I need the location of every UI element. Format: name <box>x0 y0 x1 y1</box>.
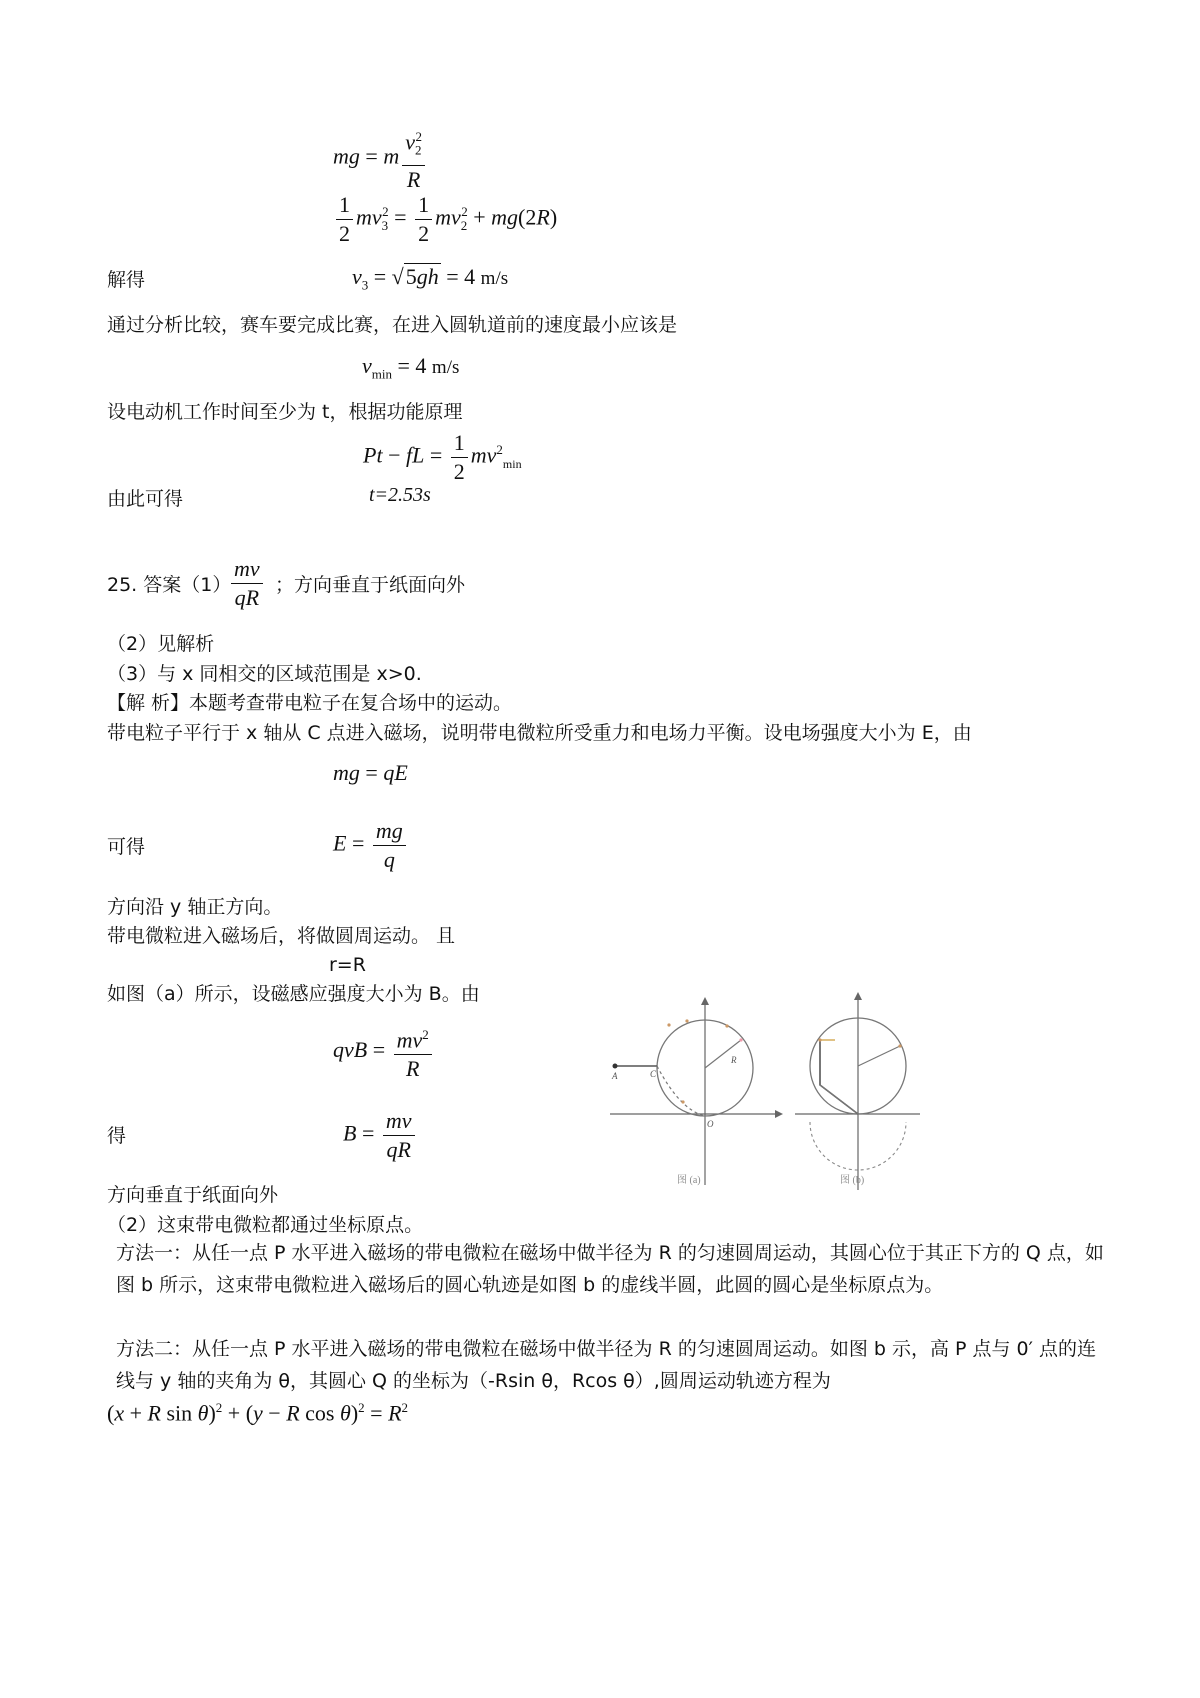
answer-25-suffix: ；方向垂直于纸面向外 <box>275 574 466 596</box>
label-A: A <box>612 1071 618 1081</box>
answer-part2: （2）见解析 <box>107 633 215 655</box>
text-part2: （2）这束带电微粒都通过坐标原点。 <box>107 1214 424 1236</box>
text-dir-out: 方向垂直于纸面向外 <box>107 1184 279 1206</box>
figure-b <box>790 990 930 1200</box>
label-kede: 可得 <box>107 836 146 858</box>
equation-mg-qE: mg = qE <box>333 760 408 785</box>
equation-centripetal-top: mg = m $\frac{v_2^2}{R}$ <box>333 124 428 193</box>
equation-v3: $v_3 = √5gh = 4$ m/s <box>352 264 509 293</box>
text-circle-motion: 带电微粒进入磁场后，将做圆周运动。 且 <box>107 925 456 947</box>
text-method1: 方法一：从任一点 P 水平进入磁场的带电微粒在磁场中做半径为 R 的匀速圆周运动，其圆心位于其正下方的 Q 点，如图 b 所示，这束带电微粒进入磁场后的圆心轨迹是如图 b 的虚线半圆，此圆的圆心是坐标原点为。 <box>116 1242 1104 1296</box>
answer-part3: （3）与 x 同相交的区域范围是 x>0. <box>107 663 422 685</box>
analysis-heading: 【解 析】本题考查带电粒子在复合场中的运动。 <box>107 692 513 714</box>
figure-b-caption: 图 (b) <box>840 1175 865 1186</box>
text-compare: 通过分析比较，赛车要完成比赛，在进入圆轨道前的速度最小应该是 <box>107 314 678 336</box>
text-motor: 设电动机工作时间至少为 t，根据功能原理 <box>107 401 463 423</box>
text-fig-a-line: 如图（a）所示，设磁感应强度大小为 B。由 <box>107 983 480 1005</box>
figure-a <box>605 995 790 1195</box>
equation-trajectory: (x + R sin θ)$^2$ + (y − R $\cos \theta)^2 = R^2$ <box>107 1400 409 1426</box>
label-de: 得 <box>107 1125 127 1147</box>
label-jiede: 解得 <box>107 269 146 291</box>
equation-qvB: qvB = $\frac{mv^2}{R}$ <box>333 1022 435 1082</box>
text-line-c: 带电粒子平行于 x 轴从 C 点进入磁场，说明带电微粒所受重力和电场力平衡。设电场强度大小为 E，由 <box>107 722 972 744</box>
label-O: O <box>707 1119 714 1129</box>
label-youci: 由此可得 <box>107 488 184 510</box>
text-dir-y: 方向沿 y 轴正方向。 <box>107 896 283 918</box>
answer-25-prefix: 25. 答案（1） <box>107 574 232 596</box>
equation-vmin: $v_{min} = 4$ m/s <box>362 353 460 382</box>
equation-B: B = $\frac{mv}{qR}$ <box>343 1108 418 1163</box>
text-method2: 方法二：从任一点 P 水平进入磁场的带电微粒在磁场中做半径为 R 的匀速圆周运动。如图 b 示，高 P 点与 0′ 点的连线与 y 轴的夹角为 θ，其圆心 Q 的坐标为（-Rsin θ，Rcos θ）,圆周运动轨迹方程为 <box>116 1338 1096 1392</box>
figure-a-caption: 图 (a) <box>677 1175 701 1186</box>
equation-E: E = $\frac{mg}{q}$ <box>333 818 409 873</box>
equation-answer-B: $\frac{mv}{qR}$ <box>228 556 266 611</box>
text-t-result: t=2.53s <box>369 484 431 506</box>
label-C: C <box>650 1069 657 1079</box>
equation-work-energy: Pt − fL = $\frac{1}{2}$ $mv^2_{min}$ <box>363 430 522 484</box>
equation-energy-conservation: $\frac{1}{2}$ $mv_3^2$ = $\frac{1}{2}$ $mv_2^2 + mg(2R)$ <box>333 192 557 247</box>
text-r-eq-R: r=R <box>329 954 366 976</box>
label-R: R <box>731 1055 737 1065</box>
